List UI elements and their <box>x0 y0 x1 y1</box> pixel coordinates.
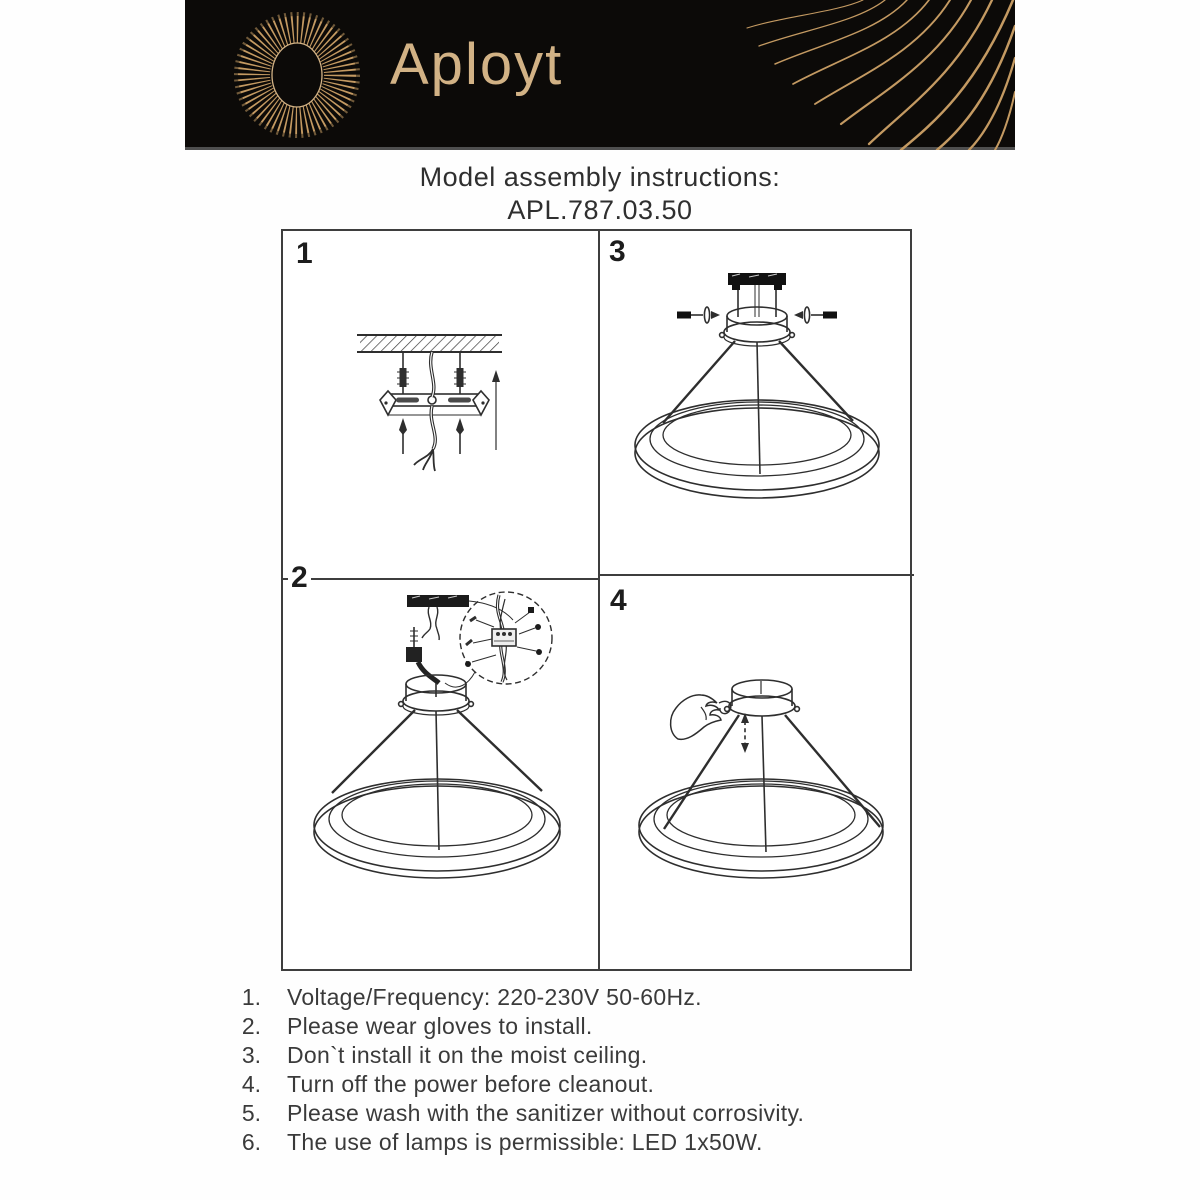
item-number: 4. <box>241 1071 261 1097</box>
step4-cable-adjustment-diagram <box>639 680 883 878</box>
panel-number-1: 1 <box>293 239 316 269</box>
list-item <box>0 1129 1200 1158</box>
panel-number-4: 4 <box>607 586 630 616</box>
assembly-diagrams <box>283 231 914 973</box>
item-number: 5. <box>241 1100 261 1126</box>
step3-canopy-screws-diagram <box>635 273 879 498</box>
item-number: 3. <box>241 1042 261 1068</box>
light-rays-icon <box>745 0 1015 150</box>
item-text: Turn off the power before cleanout. <box>287 1071 655 1097</box>
instructions-list <box>0 984 1200 1158</box>
list-item <box>0 1013 1200 1042</box>
brand-wordmark: Aployt <box>390 32 564 97</box>
item-text: Please wear gloves to install. <box>287 1013 593 1039</box>
item-number: 2. <box>241 1013 261 1039</box>
assembly-steps-grid <box>281 229 912 971</box>
item-number: 6. <box>241 1129 261 1155</box>
list-item <box>0 1100 1200 1129</box>
sunburst-logo-icon <box>225 2 370 148</box>
page-title: Model assembly instructions: <box>419 162 781 192</box>
item-number: 1. <box>241 984 261 1010</box>
list-item <box>0 1071 1200 1100</box>
step1-ceiling-bracket-diagram <box>357 335 502 471</box>
item-text: Don`t install it on the moist ceiling. <box>287 1042 648 1068</box>
list-item <box>0 1042 1200 1071</box>
brand-banner <box>185 0 1015 150</box>
step2-wiring-diagram <box>314 592 560 878</box>
panel-number-2: 2 <box>288 563 311 593</box>
list-item <box>0 984 1200 1013</box>
item-text: Voltage/Frequency: 220-230V 50-60Hz. <box>287 984 702 1010</box>
item-text: The use of lamps is permissible: LED 1x50W. <box>287 1129 763 1155</box>
item-text: Please wash with the sanitizer without corrosivity. <box>287 1100 805 1126</box>
panel-number-3: 3 <box>606 237 629 267</box>
model-number: APL.787.03.50 <box>507 195 693 225</box>
